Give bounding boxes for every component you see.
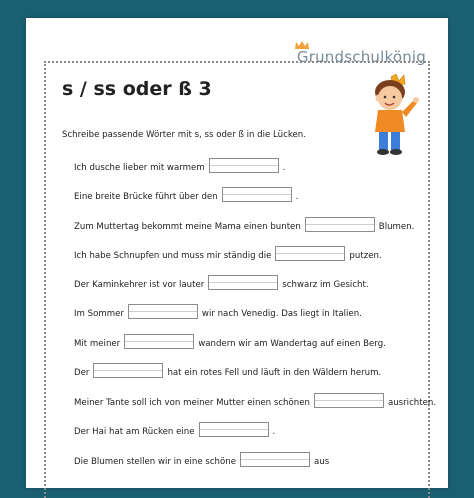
instruction-text: Schreibe passende Wörter mit s, ss oder ß in die Lücken. bbox=[62, 130, 306, 140]
answer-gap[interactable] bbox=[305, 217, 375, 232]
answer-gap[interactable] bbox=[240, 452, 310, 467]
sentence-line bbox=[74, 424, 275, 439]
sentence-text-before: Der Hai hat am Rücken eine bbox=[74, 426, 195, 437]
sentence-text-before: Meiner Tante soll ich von meiner Mutter einen schönen bbox=[74, 397, 310, 408]
sentence-line bbox=[74, 160, 285, 175]
sentence-text-before: Zum Muttertag bekommt meine Mama einen bunten bbox=[74, 221, 301, 232]
page-title: s / ss oder ß 3 bbox=[62, 78, 212, 100]
answer-gap[interactable] bbox=[314, 393, 384, 408]
answer-gap[interactable] bbox=[275, 246, 345, 261]
brand-logo: Grundschulkönig bbox=[296, 48, 426, 66]
answer-gap[interactable] bbox=[93, 363, 163, 378]
sentence-text-before: Der bbox=[74, 367, 90, 378]
sentence-line bbox=[74, 219, 414, 234]
sentence-text-after: wir nach Venedig. Das liegt in Italien. bbox=[201, 308, 362, 319]
sentence-text-after: hat ein rotes Fell und läuft in den Wäldern herum. bbox=[167, 367, 382, 378]
sentence-text-after: wandern wir am Wandertag auf einen Berg. bbox=[198, 338, 386, 349]
sentence-text-before: Im Sommer bbox=[74, 308, 124, 319]
sentence-text-before: Der Kaminkehrer ist vor lauter bbox=[74, 279, 205, 290]
answer-gap[interactable] bbox=[222, 187, 292, 202]
sentence-line bbox=[74, 454, 329, 469]
sentence-text-after: aus bbox=[314, 456, 330, 467]
sentence-text-after: . bbox=[295, 191, 299, 202]
sentence-text-before: Eine breite Brücke führt über den bbox=[74, 191, 218, 202]
sentence-line bbox=[74, 365, 381, 380]
worksheet-page bbox=[26, 18, 448, 488]
sentence-line bbox=[74, 395, 436, 410]
answer-gap[interactable] bbox=[128, 304, 198, 319]
sentence-line bbox=[74, 189, 298, 204]
answer-gap[interactable] bbox=[124, 334, 194, 349]
sentence-text-after: schwarz im Gesicht. bbox=[282, 279, 369, 290]
sentence-text-before: Mit meiner bbox=[74, 338, 121, 349]
answer-gap[interactable] bbox=[208, 275, 278, 290]
sentence-text-after: . bbox=[282, 162, 286, 173]
sentence-text-after: ausrichten. bbox=[387, 397, 437, 408]
answer-gap[interactable] bbox=[199, 422, 269, 437]
answer-gap[interactable] bbox=[209, 158, 279, 173]
sentence-line bbox=[74, 336, 386, 351]
sentence-text-after: Blumen. bbox=[378, 221, 415, 232]
boy-with-crown-illustration bbox=[366, 70, 426, 160]
sentence-line bbox=[74, 306, 362, 321]
sentence-line bbox=[74, 248, 382, 263]
sentence-text-after: . bbox=[272, 426, 276, 437]
sentence-text-after: putzen. bbox=[349, 250, 382, 261]
sentence-text-before: Ich habe Schnupfen und muss mir ständig die bbox=[74, 250, 272, 261]
sentence-text-before: Ich dusche lieber mit warmem bbox=[74, 162, 205, 173]
sentence-line bbox=[74, 277, 369, 292]
sentence-text-before: Die Blumen stellen wir in eine schöne bbox=[74, 456, 236, 467]
